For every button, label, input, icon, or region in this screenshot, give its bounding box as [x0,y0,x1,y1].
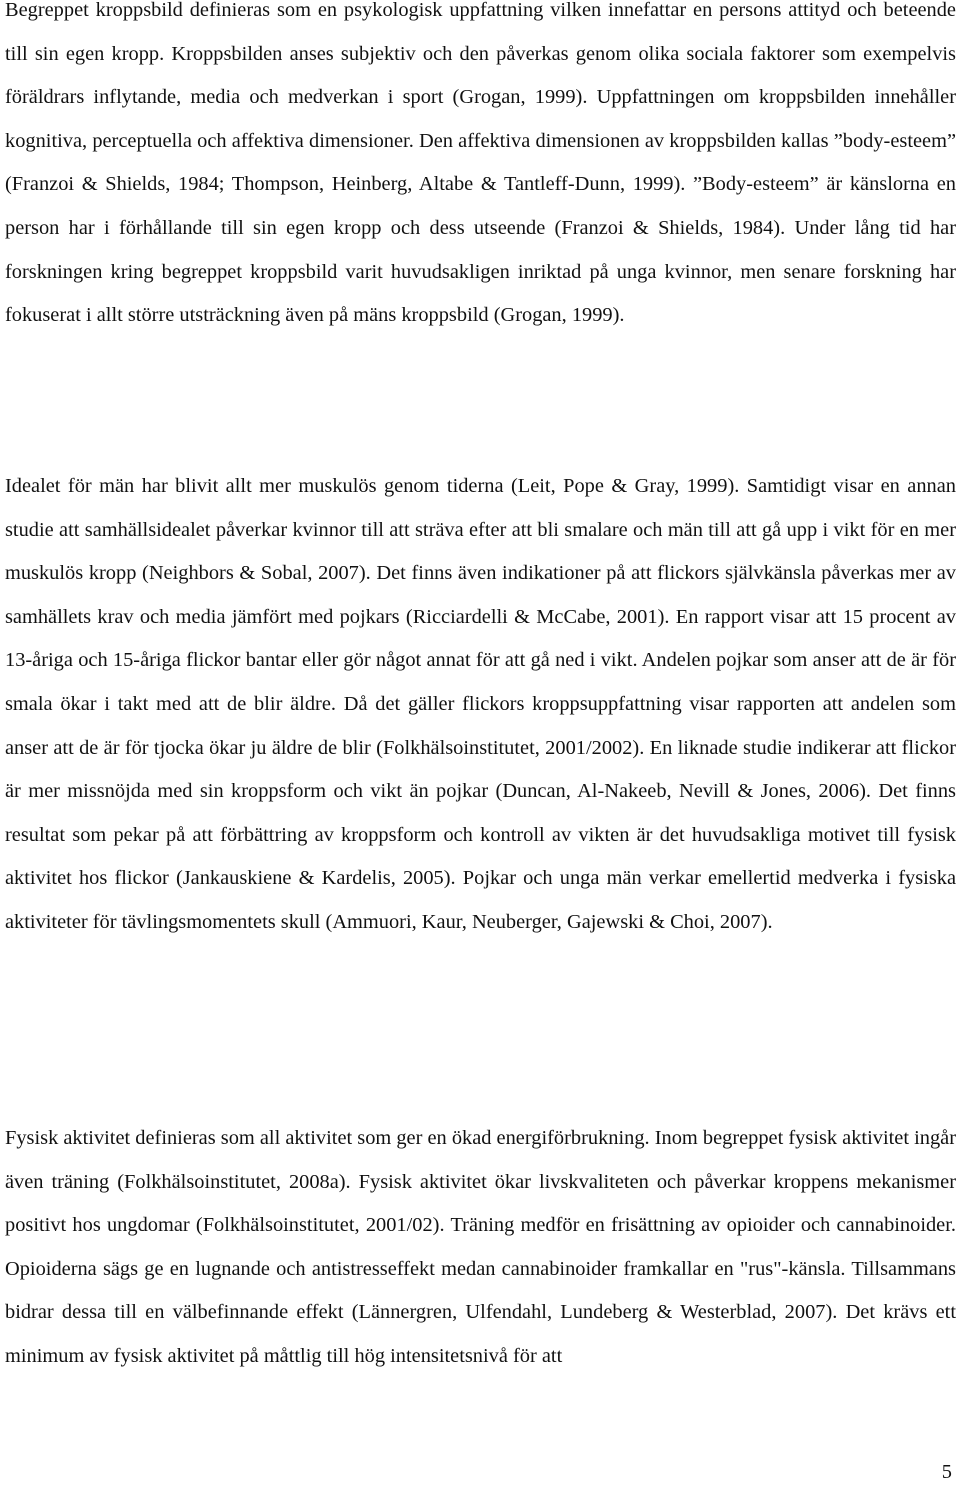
body-paragraph-physical-activity: Fysisk aktivitet definieras som all aktivitet som ger en ökad energiförbrukning. Inom begreppet fysisk aktivitet ingår även träning (Folkhälsoinstitutet, 2008a). Fysisk aktivitet ökar livskvaliteten och påverkar kroppens mekanismer positivt hos ungdomar (Folkhälsoinstitutet, 2001/02). Träning medför en frisättning av opioider och cannabinoider. Opioiderna sägs ge en lugnande och antistresseffekt medan cannabinoider framkallar en "rus"-känsla. Tillsammans bidrar dessa till en välbefinnande effekt (Lännergren, Ulfendahl, Lundeberg & Westerblad, 2007). Det krävs ett minimum av fysisk aktivitet på måttlig till hög intensitetsnivå för att [5,1127,956,1367]
body-paragraph-ideals-and-gender: Idealet för män har blivit allt mer muskulös genom tiderna (Leit, Pope & Gray, 1999). Samtidigt visar en annan studie att samhällsidealet påverkar kvinnor till att sträva efter att bli smalare och män till att gå upp i vikt för en mer muskulös kropp (Neighbors & Sobal, 2007). Det finns även indikationer på att flickors självkänsla påverkas mer av samhällets krav och media jämfört med pojkars (Ricciardelli & McCabe, 2001). En rapport visar att 15 procent av 13-åriga och 15-åriga flickor bantar eller gör något annat för att gå ned i vikt. Andelen pojkar som anser att de är för smala ökar i takt med att de blir äldre. Då det gäller flickors kroppsuppfattning visar rapporten att andelen som anser att de är för tjocka ökar ju äldre de blir (Folkhälsoinstitutet, 2001/2002). En liknade studie indikerar att flickor är mer missnöjda med sin kroppsform och vikt än pojkar (Duncan, Al-Nakeeb, Nevill & Jones, 2006). Det finns resultat som pekar på att förbättring av kroppsform och kontroll av vikten är det huvudsakliga motivet till fysisk aktivitet hos flickor (Jankauskiene & Kardelis, 2005). Pojkar och unga män verkar emellertid medverka i fysiska aktiviteter för tävlingsmomentets skull (Ammuori, Kaur, Neuberger, Gajewski & Choi, 2007). [5,475,956,933]
body-paragraph-body-image-definition: Begreppet kroppsbild definieras som en psykologisk uppfattning vilken innefattar en persons attityd och beteende till sin egen kropp. Kroppsbilden anses subjektiv och den påverkas genom olika sociala faktorer som exempelvis föräldrars inflytande, media och medverkan i sport (Grogan, 1999). Uppfattningen om kroppsbilden innehåller kognitiva, perceptuella och affektiva dimensioner. Den affektiva dimensionen av kroppsbilden kallas ”body-esteem” (Franzoi & Shields, 1984; Thompson, Heinberg, Altabe & Tantleff-Dunn, 1999). ”Body-esteem” är känslorna en person har i förhållande till sin egen kropp och dess utseende (Franzoi & Shields, 1984). Under lång tid har forskningen kring begreppet kroppsbild varit huvudsakligen inriktad på unga kvinnor, men senare forskning har fokuserat i allt större utsträckning även på mäns kroppsbild (Grogan, 1999). [5,0,956,327]
page-number: 5 [941,1461,952,1483]
